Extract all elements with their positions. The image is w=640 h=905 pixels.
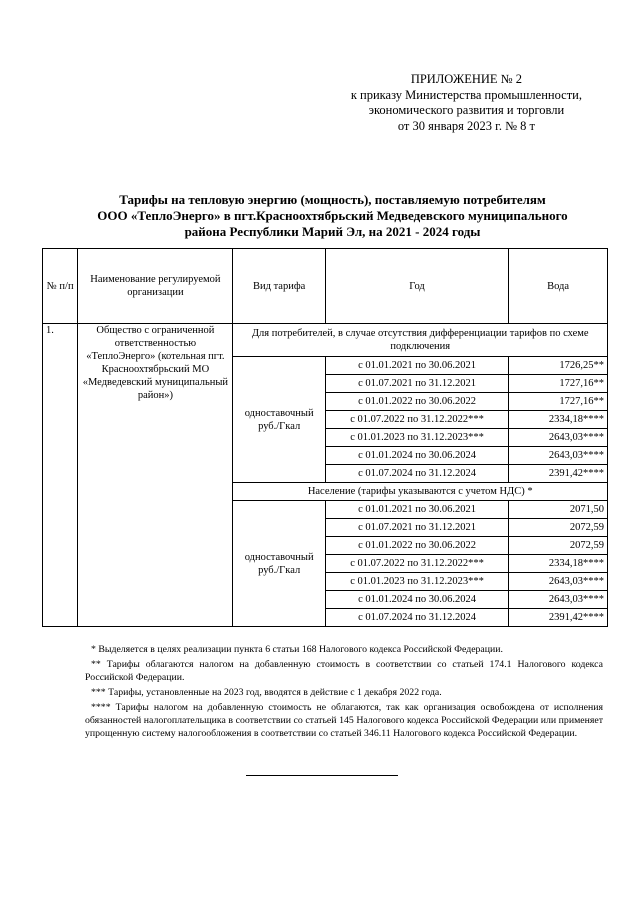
footnote-3: *** Тарифы, установленные на 2023 год, вводятся в действие с 1 декабря 2022 года. — [91, 687, 442, 698]
footnote-4: **** Тарифы налогом на добавленную стоимость не облагаются, так как организация освобождена от исполнения обязанностей налогоплательщика в соответствии со статьей 145 Налогового кодекса Российской Федерации или применяет упрощенную систему налогообложения в соответствии со статьей 346.11 Налогового кодекса Российской Федерации. — [85, 702, 603, 739]
appendix-title: ПРИЛОЖЕНИЕ № 2 — [410, 72, 522, 86]
group-heading-consumers: Для потребителей, в случае отсутствия дифференциации тарифов по схеме подключения — [233, 324, 608, 357]
price-cell: 2391,42**** — [509, 609, 608, 627]
period-cell: с 01.01.2022 по 30.06.2022 — [325, 537, 508, 555]
header-org: Наименование регулируемой организации — [78, 249, 233, 324]
document-title — [60, 192, 605, 240]
title-line-3: района Республики Марий Эл, на 2021 - 2024 годы — [184, 224, 481, 239]
price-cell: 2334,18**** — [509, 411, 608, 429]
price-cell: 2391,42**** — [509, 465, 608, 483]
header-year: Год — [325, 249, 508, 324]
footnotes — [85, 643, 603, 742]
period-cell: с 01.07.2021 по 31.12.2021 — [325, 519, 508, 537]
closing-divider — [246, 775, 398, 776]
table-header-row — [43, 249, 608, 324]
price-cell: 2072,59 — [509, 519, 608, 537]
price-cell: 2643,03**** — [509, 573, 608, 591]
price-cell: 1727,16** — [509, 375, 608, 393]
header-water: Вода — [509, 249, 608, 324]
period-cell: с 01.07.2022 по 31.12.2022*** — [325, 555, 508, 573]
tariff-type: одноставочный руб./Гкал — [233, 357, 325, 483]
period-cell: с 01.07.2024 по 31.12.2024 — [325, 465, 508, 483]
title-line-1: Тарифы на тепловую энергию (мощность), поставляемую потребителям — [119, 192, 546, 207]
period-cell: с 01.01.2022 по 30.06.2022 — [325, 393, 508, 411]
footnote-1: * Выделяется в целях реализации пункта 6 статьи 168 Налогового кодекса Российской Федерации. — [91, 644, 503, 655]
header-num: № п/п — [43, 249, 78, 324]
price-cell: 2334,18**** — [509, 555, 608, 573]
period-cell: с 01.01.2023 по 31.12.2023*** — [325, 429, 508, 447]
price-cell: 2643,03**** — [509, 429, 608, 447]
appendix-header — [351, 72, 582, 134]
price-cell: 1727,16** — [509, 393, 608, 411]
organization-name: Общество с ограниченной ответственностью «ТеплоЭнерго» (котельная пгт. Красноохтябрьский МО «Медведевский муниципальный район») — [78, 324, 233, 627]
tariffs-table — [42, 248, 608, 627]
period-cell: с 01.07.2024 по 31.12.2024 — [325, 609, 508, 627]
price-cell: 2072,59 — [509, 537, 608, 555]
appendix-ref-line-2: экономического развития и торговли — [368, 103, 565, 117]
group-heading-row — [43, 324, 608, 357]
appendix-ref-line-1: к приказу Министерства промышленности, — [350, 87, 582, 102]
tariff-type: одноставочный руб./Гкал — [233, 501, 325, 627]
period-cell: с 01.07.2022 по 31.12.2022*** — [325, 411, 508, 429]
appendix-date: от 30 января 2023 г. № 8 т — [397, 118, 535, 133]
period-cell: с 01.01.2023 по 31.12.2023*** — [325, 573, 508, 591]
period-cell: с 01.01.2021 по 30.06.2021 — [325, 357, 508, 375]
period-cell: с 01.01.2024 по 30.06.2024 — [325, 591, 508, 609]
period-cell: с 01.07.2021 по 31.12.2021 — [325, 375, 508, 393]
title-line-2: ООО «ТеплоЭнерго» в пгт.Красноохтябрьский Медведевского муниципального — [97, 208, 568, 223]
footnote-2: ** Тарифы облагаются налогом на добавленную стоимость в соответствии со статьей 174.1 Налогового кодекса Российской Федерации. — [85, 659, 603, 683]
price-cell: 1726,25** — [509, 357, 608, 375]
header-type: Вид тарифа — [233, 249, 325, 324]
price-cell: 2643,03**** — [509, 447, 608, 465]
price-cell: 2071,50 — [509, 501, 608, 519]
period-cell: с 01.01.2021 по 30.06.2021 — [325, 501, 508, 519]
price-cell: 2643,03**** — [509, 591, 608, 609]
period-cell: с 01.01.2024 по 30.06.2024 — [325, 447, 508, 465]
row-number: 1. — [43, 324, 78, 627]
group-heading-population: Население (тарифы указываются с учетом НДС) * — [233, 483, 608, 501]
